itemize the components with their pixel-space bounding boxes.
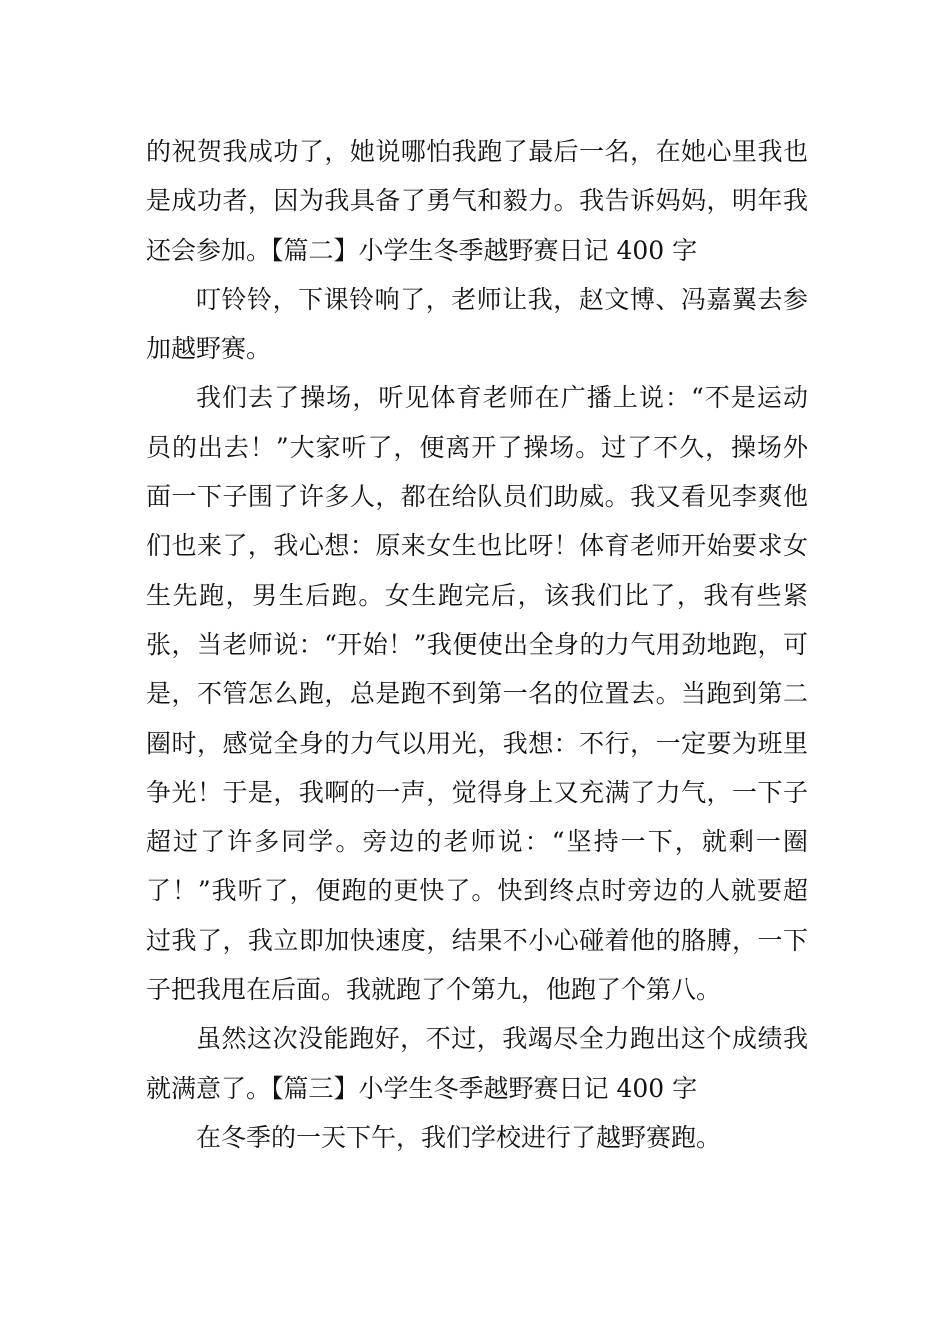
document-body [146, 127, 808, 1162]
paragraph-5: 在冬季的一天下午，我们学校进行了越野赛跑。 [196, 1122, 722, 1152]
paragraph-4: 虽然这次没能跑好，不过，我竭尽全力跑出这个成绩我就满意了。【篇三】小学生冬季越野赛日记 400 字 [146, 1024, 808, 1103]
paragraph-1: 的祝贺我成功了，她说哪怕我跑了最后一名，在她心里我也是成功者，因为我具备了勇气和毅力。我告诉妈妈，明年我还会参加。【篇二】小学生冬季越野赛日记 400 字 [146, 137, 808, 265]
paragraph-3: 我们去了操场，听见体育老师在广播上说：“不是运动员的出去！”大家听了，便离开了操场。过了不久，操场外面一下子围了许多人，都在给队员们助威。我又看见李爽他们也来了，我心想：原来女生也比呀！体育老师开始要求女生先跑，男生后跑。女生跑完后，该我们比了，我有些紧张，当老师说：“开始！”我便使出全身的力气用劲地跑，可是，不管怎么跑，总是跑不到第一名的位置去。当跑到第二圈时，感觉全身的力气以用光，我想：不行，一定要为班里争光！于是，我啊的一声，觉得身上又充满了力气，一下子超过了许多同学。旁边的老师说：“坚持一下，就剩一圈了！”我听了，便跑的更快了。快到终点时旁边的人就要超过我了，我立即加快速度，结果不小心碰着他的胳膊，一下子把我甩在后面。我就跑了个第九，他跑了个第八。 [146, 383, 808, 1005]
paragraph-2: 叮铃铃，下课铃响了，老师让我，赵文博、冯嘉翼去参加越野赛。 [146, 284, 808, 364]
